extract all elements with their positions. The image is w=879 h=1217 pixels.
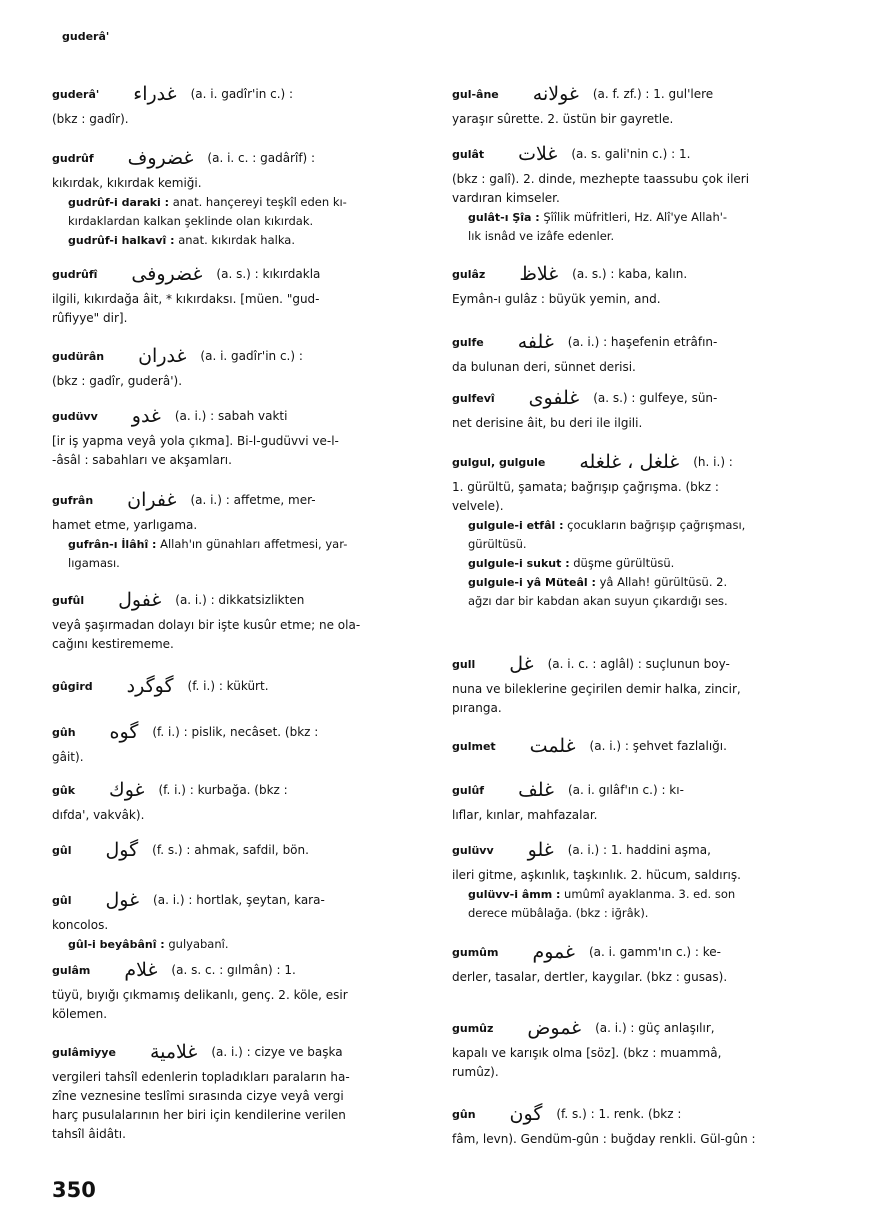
dictionary-entry	[452, 1012, 824, 1082]
dictionary-entry	[452, 730, 824, 762]
arabic-script: غدو	[131, 405, 161, 427]
headword: gufûl	[52, 593, 85, 607]
definition-line: cağını kestirememe.	[52, 637, 174, 651]
definition-line: tüyü, bıyığı çıkmamış delikanlı, genç. 2. köle, esir	[52, 988, 348, 1002]
definition-line: [ir iş yapma veyâ yola çıkma]. Bi-l-gudüvvi ve-l-	[52, 434, 339, 448]
definition-line: hamet etme, yarlıgama.	[52, 518, 198, 532]
definition-line: velvele).	[452, 499, 504, 513]
dictionary-entry	[452, 648, 824, 718]
definition-line: yaraşır sûrette. 2. üstün bir gayretle.	[452, 112, 674, 126]
entry-headline	[452, 730, 824, 762]
arabic-script: غضروف	[127, 147, 194, 169]
entry-headline	[452, 258, 824, 290]
arabic-script: گون	[509, 1103, 543, 1125]
definition-start: (f. i.) : pislik, necâset. (bkz :	[152, 724, 319, 739]
arabic-script: غلاظ	[519, 263, 559, 285]
definition-line: kölemen.	[52, 1007, 108, 1021]
dictionary-entry	[52, 484, 424, 573]
definition-line: veyâ şaşırmadan dolayı bir işte kusûr etme; ne ola-	[52, 618, 361, 632]
definition-line: 1. gürültü, şamata; bağrışıp çağrışma. (bkz :	[452, 480, 719, 494]
arabic-script: گول	[105, 839, 139, 861]
definition-start: (a. i.) : hortlak, şeytan, kara-	[153, 892, 325, 907]
sub-entry-text: kırdaklardan kalkan şeklinde olan kıkırdak.	[68, 214, 314, 228]
definition-line: nuna ve bileklerine geçirilen demir halka, zincir,	[452, 682, 741, 696]
definition-line: koncolos.	[52, 918, 109, 932]
definition-start: (a. i. gadîr'in c.) :	[190, 86, 294, 101]
sub-entry	[452, 227, 824, 246]
definition-start: (f. s.) : 1. renk. (bkz :	[556, 1106, 682, 1121]
headword: gulüvv	[452, 843, 494, 857]
definition-start: (a. i.) : affetme, mer-	[190, 492, 316, 507]
definition-line: (bkz : galî). 2. dinde, mezhepte taassubu çok ileri	[452, 172, 750, 186]
sub-entry-text: gürültüsü.	[468, 537, 527, 551]
sub-entry-text: lık isnâd ve izâfe edenler.	[468, 229, 615, 243]
sub-entry-text: umûmî ayaklanma. 3. ed. son	[564, 887, 736, 901]
dictionary-entry	[52, 1036, 424, 1144]
definition-start: (a. i.) : şehvet fazlalığı.	[589, 738, 727, 753]
sub-entry-term: gudrûf-i halkavî :	[68, 234, 175, 247]
headword: gûn	[452, 1107, 476, 1121]
definition-start: (a. s. c. : gılmân) : 1.	[171, 962, 296, 977]
definition-start: (a. i.) : 1. haddini aşma,	[567, 842, 711, 857]
sub-entry	[452, 535, 824, 554]
headword: gulât	[452, 147, 485, 161]
dictionary-entry	[52, 340, 424, 391]
definition-start: (a. s.) : kıkırdakla	[216, 266, 321, 281]
headword: gûk	[52, 783, 76, 797]
entry-headline	[52, 258, 424, 290]
entry-headline	[452, 1012, 824, 1044]
sub-entry	[452, 904, 824, 923]
dictionary-entry	[452, 446, 824, 611]
headword: gulûf	[452, 783, 485, 797]
arabic-script: غموض	[527, 1017, 582, 1039]
definition-line: ileri gitme, aşkınlık, taşkınlık. 2. hücum, saldırış.	[452, 868, 741, 882]
dictionary-entry	[452, 326, 824, 377]
sub-entry-text: anat. kıkırdak halka.	[178, 233, 295, 247]
headword: gudrûf	[52, 151, 94, 165]
definition-start: (a. f. zf.) : 1. gul'lere	[592, 86, 714, 101]
arabic-script: غدراء	[133, 83, 177, 105]
definition-line: dıfda', vakvâk).	[52, 808, 145, 822]
definition-line: zîne veznesine teslîmi sırasında cizye veyâ vergi	[52, 1089, 344, 1103]
definition-start: (a. i.) : güç anlaşılır,	[595, 1020, 715, 1035]
definition-start: (a. i.) : dikkatsizlikten	[175, 592, 305, 607]
arabic-script: غضروفى	[131, 263, 203, 285]
sub-entry-text: lıgaması.	[68, 556, 120, 570]
headword: gumûm	[452, 945, 499, 959]
entry-headline	[52, 774, 424, 806]
headword: gûgird	[52, 679, 93, 693]
arabic-script: غول	[105, 889, 140, 911]
entry-headline	[452, 774, 824, 806]
dictionary-entry	[452, 78, 824, 129]
arabic-script: غلف	[518, 779, 554, 801]
sub-entry-text: çocukların bağrışıp çağrışması,	[567, 518, 746, 532]
sub-entry-text: anat. hançereyi teşkîl eden kı-	[172, 195, 347, 209]
headword: gulâz	[452, 267, 486, 281]
definition-line: -âsâl : sabahları ve akşamları.	[52, 453, 232, 467]
entry-headline	[452, 138, 824, 170]
definition-start: (a. i.) : sabah vakti	[174, 408, 288, 423]
arabic-script: غلام	[124, 959, 158, 981]
headword: gudüvv	[52, 409, 98, 423]
sub-entry	[452, 208, 824, 227]
sub-entry-text: Şîîlik müfritleri, Hz. Alî'ye Allah'-	[543, 210, 728, 224]
sub-entry-term: gûl-i beyâbânî :	[68, 938, 165, 951]
sub-entry	[452, 516, 824, 535]
arabic-script: غلفه	[517, 331, 554, 353]
dictionary-entry	[52, 78, 424, 129]
definition-line: kapalı ve karışık olma [söz]. (bkz : muammâ,	[452, 1046, 722, 1060]
arabic-script: غلات	[518, 143, 558, 165]
dictionary-entry	[452, 382, 824, 433]
definition-start: (h. i.) :	[693, 454, 733, 469]
headword: gumûz	[452, 1021, 494, 1035]
running-head: guderâ'	[62, 30, 110, 43]
dictionary-entry	[52, 670, 424, 702]
entry-headline	[52, 1036, 424, 1068]
headword: gulfevî	[452, 391, 495, 405]
sub-entry-text: derece mübâlağa. (bkz : iğrâk).	[468, 906, 649, 920]
headword: gul-âne	[452, 87, 499, 101]
definition-line: harç pusulalarının her biri için kendilerine verilen	[52, 1108, 346, 1122]
sub-entry-term: gulgule-i sukut :	[468, 557, 570, 570]
sub-entry-term: gulgule-i etfâl :	[468, 519, 564, 532]
definition-line: fâm, levn). Gendüm-gûn : buğday renkli. Gül-gûn :	[452, 1132, 756, 1146]
arabic-script: غلمت	[529, 735, 576, 757]
entry-headline	[452, 382, 824, 414]
dictionary-entry	[52, 954, 424, 1024]
dictionary-entry	[452, 834, 824, 923]
definition-start: (f. s.) : ahmak, safdil, bön.	[152, 842, 309, 857]
arabic-script: غلو	[527, 839, 554, 861]
entry-headline	[52, 834, 424, 866]
entry-headline	[52, 484, 424, 516]
sub-entry	[52, 554, 424, 573]
sub-entry-text: gulyabanî.	[168, 937, 229, 951]
arabic-script: غفران	[127, 489, 177, 511]
sub-entry	[452, 885, 824, 904]
sub-entry-text: düşme gürültüsü.	[573, 556, 675, 570]
entry-headline	[52, 400, 424, 432]
headword: gull	[452, 657, 476, 671]
dictionary-entry	[52, 716, 424, 767]
definition-start: (f. i.) : kükürt.	[187, 678, 269, 693]
entry-headline	[452, 1098, 824, 1130]
definition-start: (a. s.) : kaba, kalın.	[572, 266, 688, 281]
sub-entry	[452, 592, 824, 611]
definition-line: rumûz).	[452, 1065, 499, 1079]
entry-headline	[452, 446, 824, 478]
sub-entry-text: Allah'ın günahları affetmesi, yar-	[160, 537, 348, 551]
definition-line: pıranga.	[452, 701, 502, 715]
entry-headline	[452, 326, 824, 358]
dictionary-entry	[452, 258, 824, 309]
entry-headline	[452, 834, 824, 866]
sub-entry	[52, 935, 424, 954]
page-number: 350	[52, 1178, 96, 1202]
dictionary-entry	[52, 400, 424, 470]
sub-entry	[52, 193, 424, 212]
arabic-script: گوه	[109, 721, 139, 743]
sub-entry	[52, 212, 424, 231]
definition-start: (a. s.) : gulfeye, sün-	[593, 390, 718, 405]
dictionary-entry	[52, 834, 424, 866]
entry-headline	[452, 936, 824, 968]
arabic-script: گوگرد	[126, 675, 174, 697]
headword: gûl	[52, 843, 72, 857]
entry-headline	[52, 716, 424, 748]
dictionary-entry	[452, 1098, 824, 1149]
headword: gufrân	[52, 493, 94, 507]
definition-line: rûfiyye" dir].	[52, 311, 128, 325]
sub-entry-term: gufrân-ı İlâhî :	[68, 538, 157, 551]
definition-line: ilgili, kıkırdağa âit, * kıkırdaksı. [müen. "gud-	[52, 292, 320, 306]
definition-line: (bkz : gadîr).	[52, 112, 129, 126]
arabic-script: غلامية	[149, 1041, 198, 1063]
headword: guderâ'	[52, 87, 100, 101]
entry-headline	[52, 584, 424, 616]
sub-entry-term: gulgule-i yâ Müteâl :	[468, 576, 596, 589]
definition-start: (a. i.) : cizye ve başka	[211, 1044, 343, 1059]
dictionary-entry	[452, 774, 824, 825]
sub-entry	[452, 573, 824, 592]
arabic-script: غوك	[109, 779, 145, 801]
sub-entry	[52, 535, 424, 554]
dictionary-entry	[52, 584, 424, 654]
arabic-script: غموم	[532, 941, 575, 963]
definition-line: gâit).	[52, 750, 84, 764]
headword: gulfe	[452, 335, 484, 349]
headword: gudrûfî	[52, 267, 98, 281]
entry-headline	[452, 78, 824, 110]
definition-line: da bulunan deri, sünnet derisi.	[452, 360, 636, 374]
sub-entry-text: yâ Allah! gürültüsü. 2.	[599, 575, 728, 589]
entry-headline	[52, 142, 424, 174]
definition-start: (a. i.) : haşefenin etrâfın-	[567, 334, 718, 349]
sub-entry	[52, 231, 424, 250]
definition-line: kıkırdak, kıkırdak kemiği.	[52, 176, 202, 190]
headword: gulgul, gulgule	[452, 455, 546, 469]
sub-entry-text: ağzı dar bir kabdan akan suyun çıkardığı ses.	[468, 594, 728, 608]
entry-headline	[52, 954, 424, 986]
arabic-script: غلفوى	[528, 387, 580, 409]
arabic-script: غلغل ، غلغله	[579, 451, 680, 473]
entry-headline	[452, 648, 824, 680]
headword: gulâm	[52, 963, 91, 977]
headword: gulmet	[452, 739, 496, 753]
arabic-script: غل	[509, 653, 534, 675]
dictionary-entry	[52, 774, 424, 825]
dictionary-entry	[52, 142, 424, 250]
sub-entry-term: gudrûf-i daraki :	[68, 196, 170, 209]
definition-start: (a. i. gılâf'ın c.) : kı-	[568, 782, 684, 797]
headword: gûl	[52, 893, 72, 907]
definition-line: vergileri tahsîl edenlerin topladıkları paraların ha-	[52, 1070, 350, 1084]
dictionary-entry	[52, 884, 424, 954]
headword: gudürân	[52, 349, 105, 363]
headword: gûh	[52, 725, 76, 739]
arabic-script: غفول	[118, 589, 162, 611]
sub-entry-term: gulât-ı Şîa :	[468, 211, 540, 224]
definition-start: (a. i. c. : aglâl) : suçlunun boy-	[547, 656, 730, 671]
entry-headline	[52, 670, 424, 702]
definition-line: derler, tasalar, dertler, kaygılar. (bkz : gusas).	[452, 970, 728, 984]
definition-start: (f. i.) : kurbağa. (bkz :	[158, 782, 288, 797]
dictionary-entry	[452, 936, 824, 987]
sub-entry-term: gulüvv-i âmm :	[468, 888, 561, 901]
definition-line: net derisine âit, bu deri ile ilgili.	[452, 416, 643, 430]
entry-headline	[52, 78, 424, 110]
definition-start: (a. i. c. : gadârîf) :	[207, 150, 316, 165]
dictionary-entry	[452, 138, 824, 246]
definition-line: vardıran kimseler.	[452, 191, 560, 205]
definition-start: (a. i. gadîr'in c.) :	[200, 348, 303, 363]
definition-line: lıflar, kınlar, mahfazalar.	[452, 808, 598, 822]
entry-headline	[52, 884, 424, 916]
definition-start: (a. i. gamm'ın c.) : ke-	[588, 944, 721, 959]
sub-entry	[452, 554, 824, 573]
entry-headline	[52, 340, 424, 372]
definition-start: (a. s. gali'nin c.) : 1.	[571, 146, 691, 161]
definition-line: tahsîl âidâtı.	[52, 1127, 126, 1141]
definition-line: Eymân-ı gulâz : büyük yemin, and.	[452, 292, 661, 306]
arabic-script: غولانه	[532, 83, 579, 105]
arabic-script: غدران	[138, 345, 187, 367]
headword: gulâmiyye	[52, 1045, 116, 1059]
dictionary-entry	[52, 258, 424, 328]
definition-line: (bkz : gadîr, guderâ').	[52, 374, 183, 388]
